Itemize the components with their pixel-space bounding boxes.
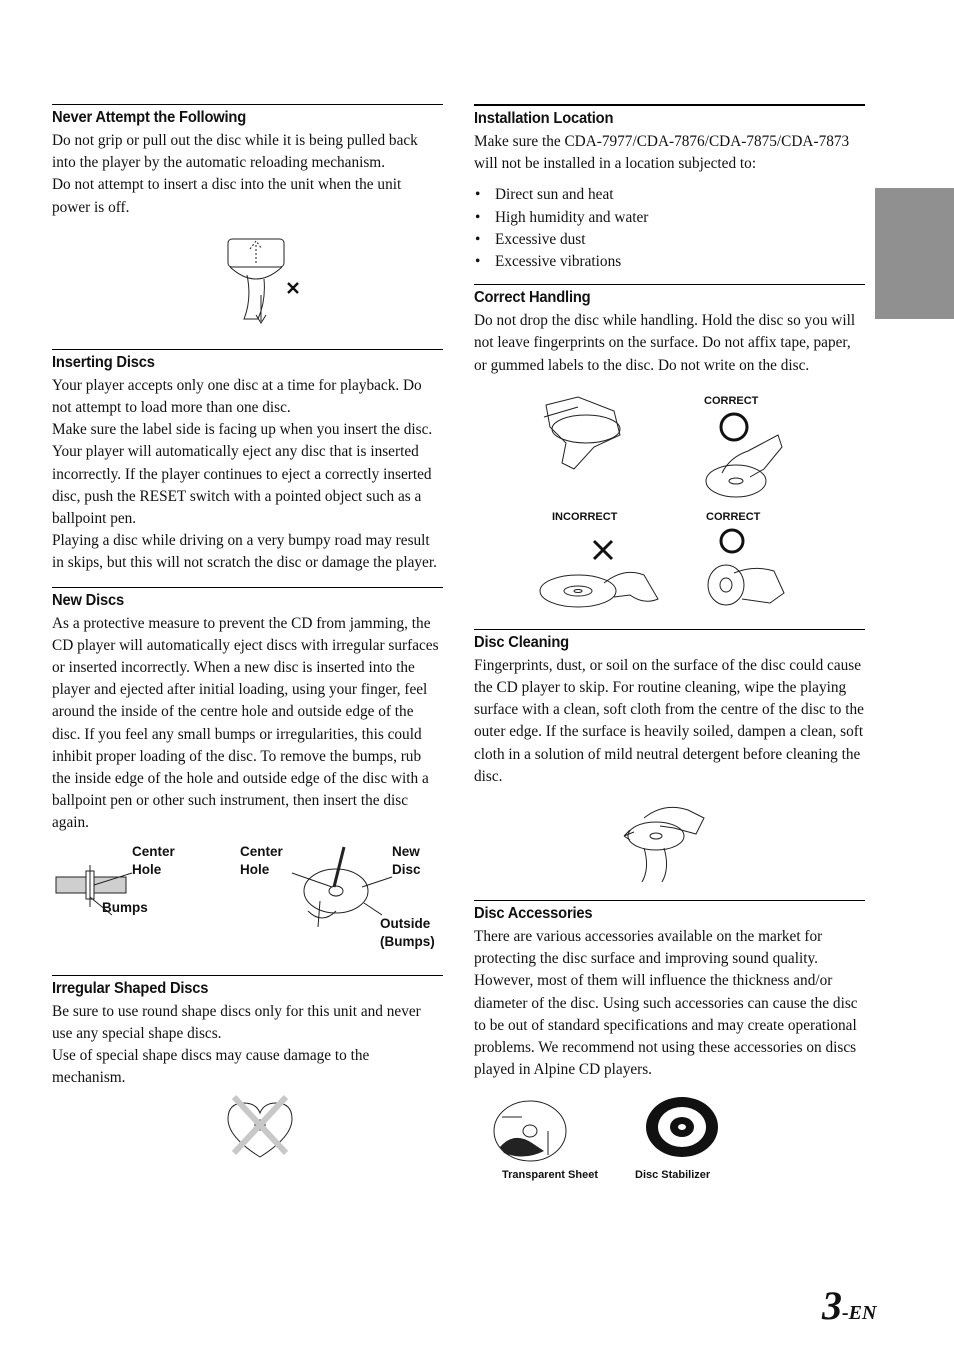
figure-cleaning [474,788,865,900]
section-disc-accessories [474,900,865,1191]
section-correct-handling [474,284,865,629]
section-new-discs [52,587,443,975]
label-correct: CORRECT [704,394,759,407]
label-incorrect: INCORRECT [552,510,618,523]
heart-disc-illustration [52,1089,443,1169]
label-disc-stabilizer: Disc Stabilizer [635,1169,711,1182]
figure-new-disc [52,835,443,975]
section-title: New Discs [52,591,124,609]
page-number [822,1282,876,1329]
list-item: • Excessive vibrations [474,251,865,273]
figure-pull-disc [52,219,443,349]
paragraph: Use of special shape discs may cause damage to the mechanism. [52,1047,370,1087]
section-never-attempt [52,104,443,349]
figure-handling [474,377,865,629]
paragraph: Make sure the CDA-7977/CDA-7876/CDA-7875/CDA-7873 will not be installed in a location subjected to: [474,133,850,173]
label-center-hole: Center Hole [240,843,283,877]
section-disc-cleaning [474,629,865,900]
list-item: • Excessive dust [474,229,865,251]
paragraph: Fingerprints, dust, or soil on the surface of the disc could cause the CD player to skip. For routine cleaning, wipe the playing surface with a clean, soft cloth from the centre of the disc to the outer edge. If the surface is heavily soiled, dampen a clean, soft cloth in a solution of mild neutral detergent before cleaning the disc. [474,656,864,785]
label-new-disc: New Disc [392,843,421,877]
left-column [52,104,443,1169]
label-outside-bumps: Outside (Bumps) [380,915,435,949]
page-number-digit: 3 [822,1283,842,1328]
label-correct: CORRECT [706,510,761,523]
cleaning-illustration [474,788,865,900]
label-center-hole: Center Hole [132,843,175,877]
section-inserting-discs [52,349,443,575]
section-title: Installation Location [474,110,614,127]
paragraph: There are various accessories available on the market for protecting the disc surface and improving sound quality. However, most of them will influence the thickness and/or diameter of the disc. Using such accessories can cause the disc to be out of standard specifications and may create operational problems. We recommend not using these accessories on discs played in Alpine CD players. [474,928,858,1079]
label-bumps: Bumps [102,899,148,915]
list-item: • Direct sun and heat [474,184,865,206]
paragraph: Do not drop the disc while handling. Hold the disc so you will not leave fingerprints on the surface. Do not affix tape, paper, or gummed labels to the disc. Do not write on the disc. [474,312,856,374]
handling-illustration [474,377,865,629]
figure-accessories [474,1081,865,1191]
section-title: Never Attempt the Following [52,109,247,126]
section-irregular-discs [52,975,443,1170]
pull-disc-illustration [52,219,443,349]
paragraph: Make sure the label side is facing up when you insert the disc. Your player will automatically eject any disc that is inserted incorrectly. If the player continues to eject a correctly inserted disc, push the RESET switch with a pointed object such as a ballpoint pen. [52,421,433,528]
chapter-tab [875,188,954,319]
section-title: Disc Accessories [474,905,593,923]
paragraph: Do not grip or pull out the disc while it is being pulled back into the player by the automatic reloading mechanism. [52,132,418,172]
paragraph: As a protective measure to prevent the CD from jamming, the CD player will automatically eject discs with irregular surfaces or inserted incorrectly. When a new disc is inserted into the player and ejected after initial loading, using your finger, feel around the inside of the centre hole and outside edge of the disc. If you feel any small bumps or irregularities, this could inhibit proper loading of the disc. To remove the bumps, rub the inside edge of the hole and outside edge of the disc with a ballpoint pen or other such instrument, then insert the disc again. [52,614,439,832]
figure-irregular-disc [52,1089,443,1169]
label-transparent-sheet: Transparent Sheet [502,1169,598,1182]
section-title: Correct Handling [474,289,591,307]
page-number-suffix: -EN [842,1302,877,1324]
section-title: Disc Cleaning [474,633,569,651]
paragraph: Your player accepts only one disc at a time for playback. Do not attempt to load more than one disc. [52,376,422,417]
right-column [474,104,865,1191]
paragraph: Do not attempt to insert a disc into the unit when the unit power is off. [52,176,402,216]
section-installation-location [474,104,865,273]
location-list [474,184,865,273]
paragraph: Be sure to use round shape discs only for this unit and never use any special shape discs. [52,1002,421,1042]
section-title: Irregular Shaped Discs [52,979,209,997]
section-title: Inserting Discs [52,353,155,371]
paragraph: Playing a disc while driving on a very bumpy road may result in skips, but this will not scratch the disc or damage the player. [52,532,437,572]
list-item: • High humidity and water [474,207,865,229]
